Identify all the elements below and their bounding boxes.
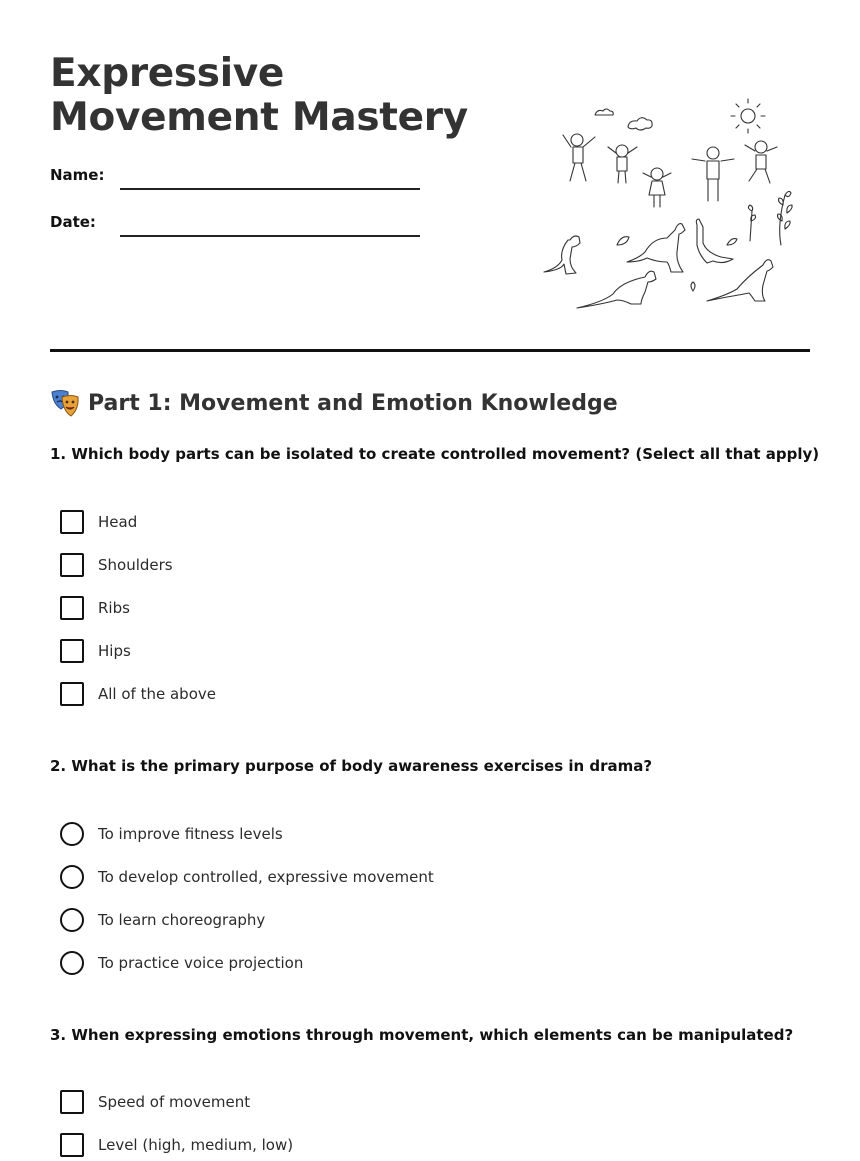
checkbox[interactable] [60,510,84,534]
child-figure [745,141,777,183]
date-field[interactable] [50,213,420,237]
plant-icon [778,191,793,245]
option-label: To practice voice projection [98,954,304,972]
checkbox[interactable] [60,1133,84,1157]
plant-icon [748,205,755,241]
option-speed[interactable] [60,1090,250,1114]
option-label: To learn choreography [98,911,266,929]
radio-button[interactable] [60,908,84,932]
checkbox[interactable] [60,596,84,620]
option-label: Level (high, medium, low) [98,1136,294,1154]
date-label: Date: [50,213,96,231]
question-2: 2. What is the primary purpose of body awareness exercises in drama? [50,757,653,775]
children-and-kangaroos-illustration [535,95,805,310]
checkbox[interactable] [60,553,84,577]
sun-icon [731,99,765,133]
option-label: To improve fitness levels [98,825,283,843]
cloud-icon [628,118,652,130]
kangaroo-figure [544,236,580,274]
option-choreography[interactable] [60,908,265,932]
kangaroo-figure [696,219,733,263]
name-label: Name: [50,166,105,184]
option-ribs[interactable] [60,596,130,620]
cloud-icon [595,109,613,115]
child-figure [563,134,595,181]
kangaroo-figure [627,224,685,272]
section-heading [50,388,618,418]
header-divider [50,349,810,352]
question-1: 1. Which body parts can be isolated to create controlled movement? (Select all that apply) [50,445,820,463]
leaf-icon [691,282,695,291]
leaf-icon [617,237,629,245]
option-level[interactable] [60,1133,293,1157]
option-all-of-the-above[interactable] [60,682,216,706]
option-label: Hips [98,642,131,660]
option-label: To develop controlled, expressive movement [98,868,434,886]
theater-masks-icon [50,388,80,418]
option-label: Ribs [98,599,130,617]
option-voice-projection[interactable] [60,951,303,975]
checkbox[interactable] [60,639,84,663]
leaf-icon [727,239,737,245]
child-figure [608,145,637,183]
name-field[interactable] [50,166,420,190]
option-label: Speed of movement [98,1093,251,1111]
child-figure [643,168,671,207]
name-line[interactable] [120,188,420,190]
option-hips[interactable] [60,639,131,663]
option-fitness[interactable] [60,822,283,846]
option-label: All of the above [98,685,216,703]
checkbox[interactable] [60,682,84,706]
kangaroo-figure [707,260,773,301]
child-figure [692,147,734,201]
option-label: Shoulders [98,556,173,574]
option-head[interactable] [60,510,137,534]
question-3: 3. When expressing emotions through movement, which elements can be manipulated? [50,1026,794,1044]
radio-button[interactable] [60,865,84,889]
worksheet-title: Expressive Movement Mastery [50,51,468,140]
option-shoulders[interactable] [60,553,173,577]
date-line[interactable] [120,235,420,237]
radio-button[interactable] [60,822,84,846]
option-expressive-movement[interactable] [60,865,434,889]
checkbox[interactable] [60,1090,84,1114]
kangaroo-figure [577,271,656,308]
radio-button[interactable] [60,951,84,975]
section-title: Part 1: Movement and Emotion Knowledge [88,390,618,416]
option-label: Head [98,513,138,531]
